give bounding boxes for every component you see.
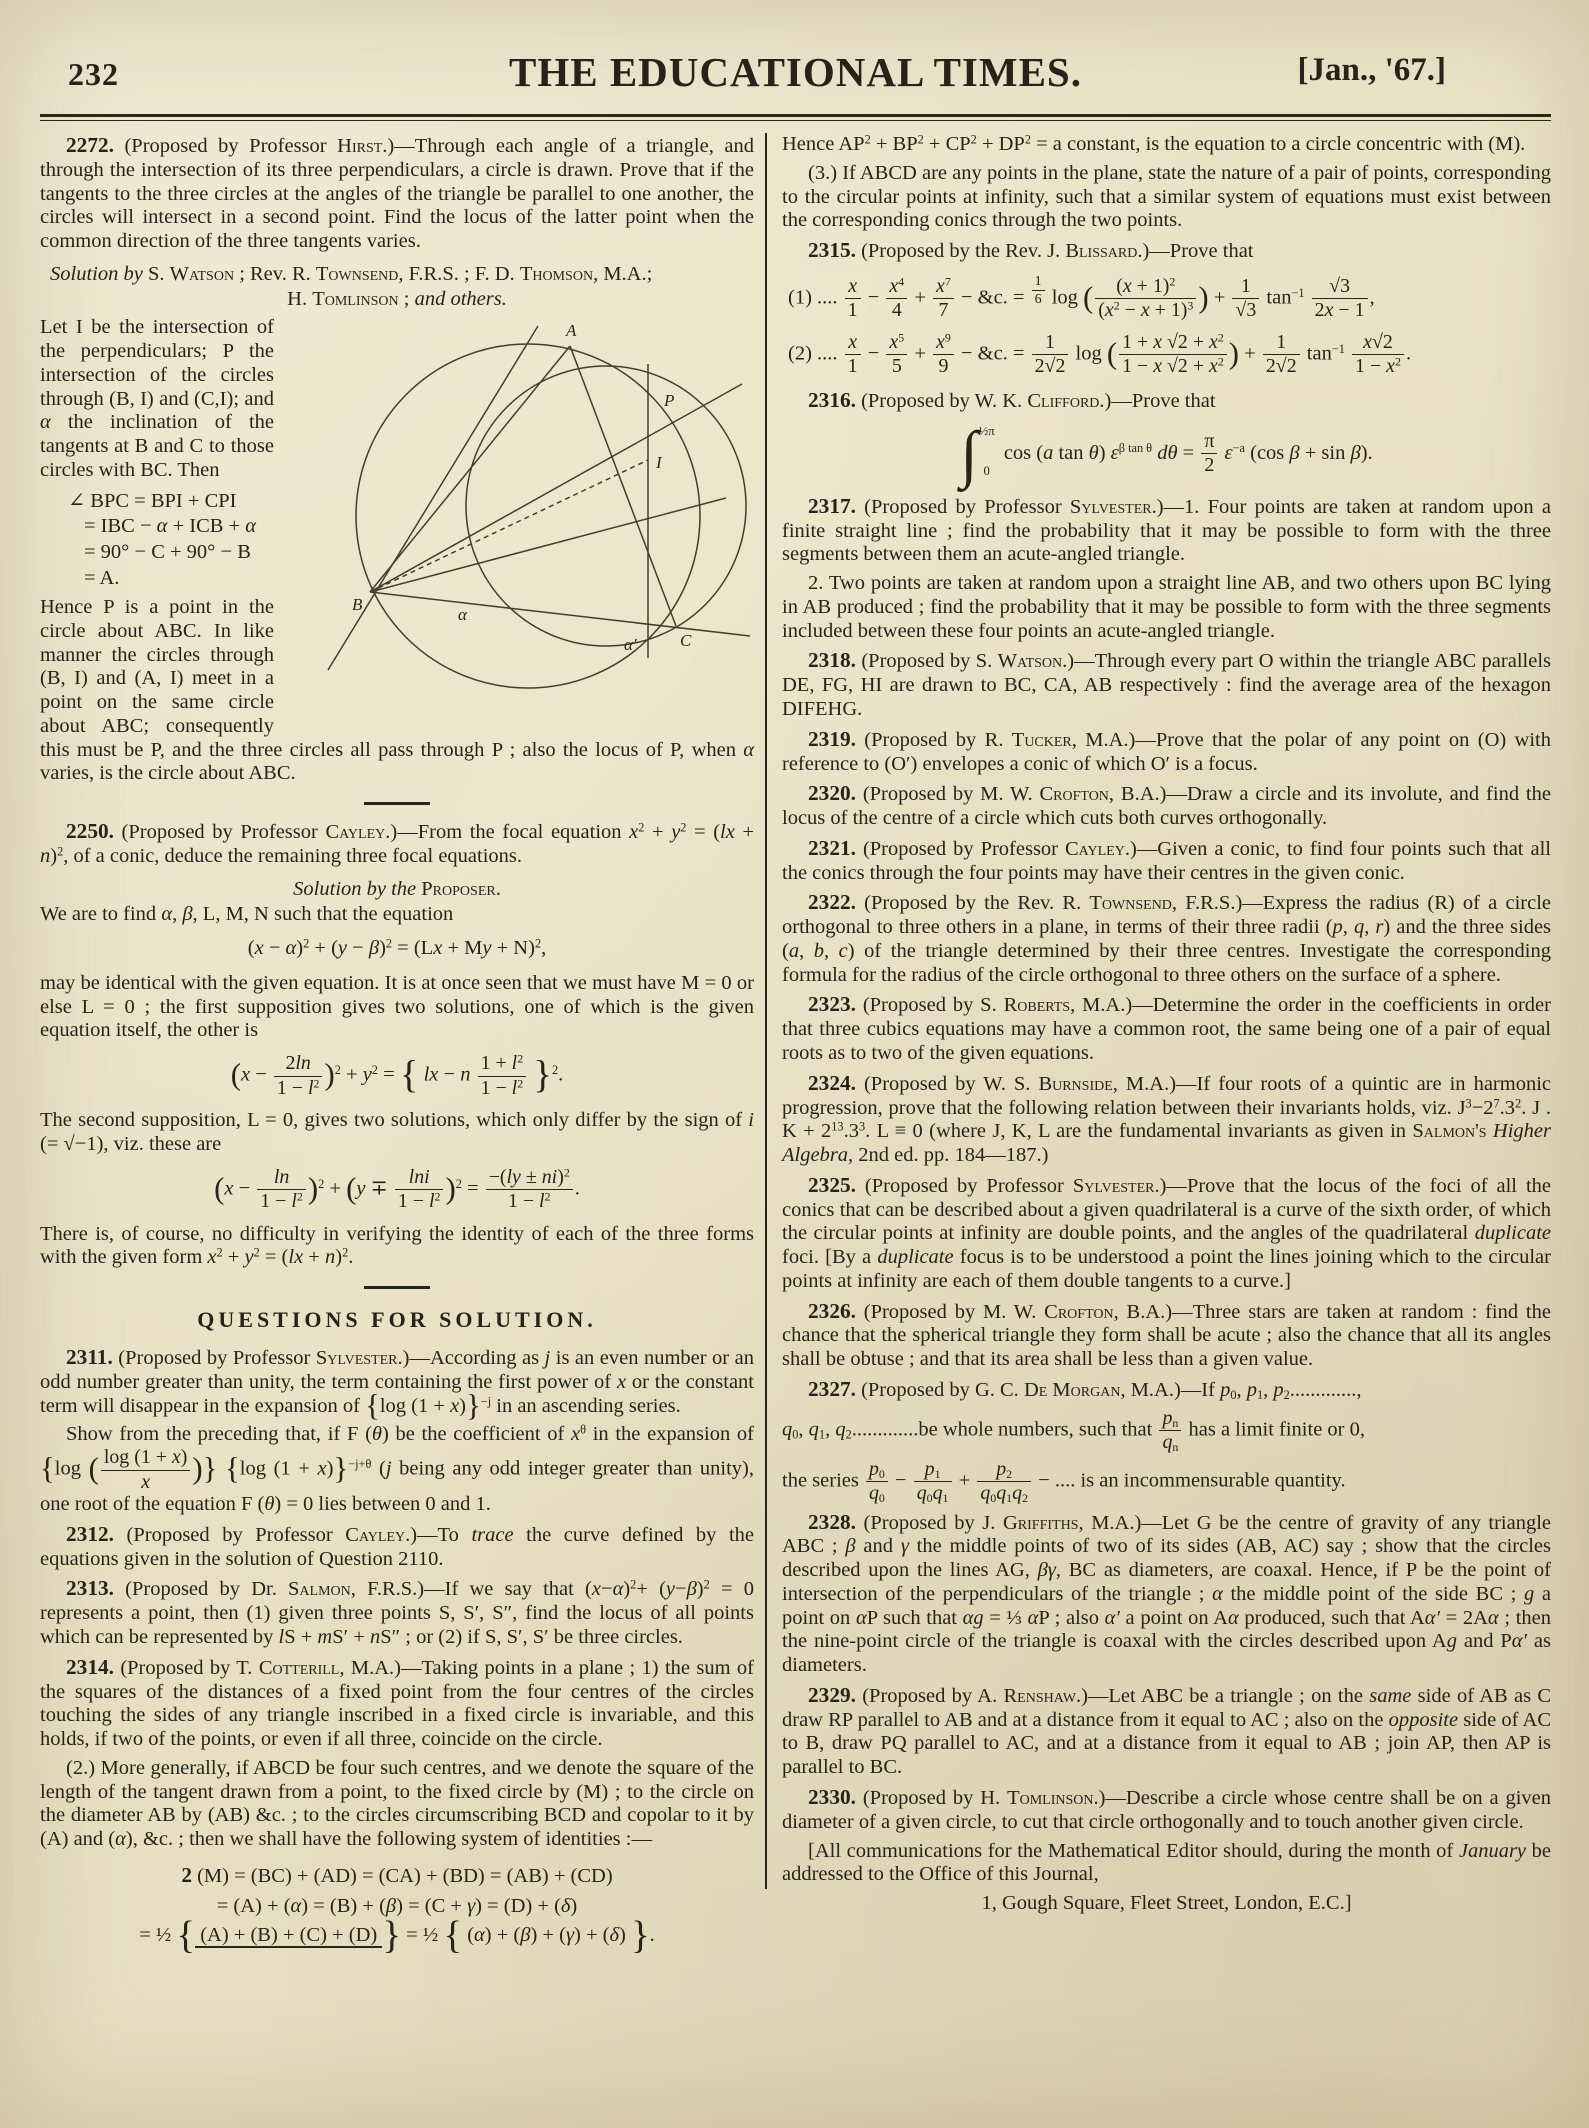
question-2250-text: 2250. (Proposed by Professor Cayley.)—From the focal equation $x^2 + y^2 = (lx + n)^2$, of a conic, deduce the remaining three focal equations. [40, 819, 755, 867]
secondary-circle [466, 366, 746, 646]
continuation-2314-text-3: (3.) If ABCD are any points in the plane, state the nature of a pair of points, corresponding to the circular points at infinity, such that a similar system of equations must exist between the corresponding conics through the two points. [782, 161, 1551, 232]
question-2320-text: 2320. (Proposed by M. W. Crofton, B.A.)—Draw a circle and its involute, and find the locus of the centre of a circle which cuts both curves orthogonally. [782, 781, 1551, 830]
question-2315-text: 2315. (Proposed by the Rev. J. Blissard.)—Prove that [808, 238, 1254, 263]
equation-2316-integral: ∫ ½π 0 cos (a tan θ) $\varepsilon^{\beta tan \theta}$ dθ = $\frac{\pi}{2}$ $\varepsilon^{-a}$ (cos β + sin β). [960, 417, 1373, 489]
figure-label-B: B [352, 595, 363, 615]
question-2313-text: 2313. (Proposed by Dr. Salmon, F.R.S.)—If we say that $(x-\alpha)^2+ (y-\beta)^2 = 0$ represents a point, then (1) given three points S, S′, S″, find the locus of all points which can be represented by lS + mS′ + nS″ ; or (2) if S, S′, S′ be three circles. [40, 1576, 754, 1648]
question-2327-text-3: the series $\frac{p_0}{q_0}$ − $\frac{p_1}{q_0q_1}$ + $\frac{p_2}{q_0q_1q_2}$ − .... is an incommensurable quantity. [782, 1457, 1346, 1506]
question-2312-text: 2312. (Proposed by Professor Cayley.)—To trace the curve defined by the equations given in the solution of Question 2110. [40, 1521, 754, 1570]
solution-2250-body-2: may be identical with the given equation. It is at once seen that we must have M = 0 or else L = 0 ; the first supposition gives two solutions, one of which is the given equation itself, the other is [40, 971, 754, 1042]
equation-line: = A. [84, 566, 120, 589]
editor-note-text: [All communications for the Mathematical Editor should, during the month of January be addressed to the Office of this Journal, [782, 1839, 1551, 1886]
continuation-2314-text: Hence $AP^2 + BP^2 + CP^2 + DP^2 = a$ constant, is the equation to a circle concentric with (M). [782, 132, 1526, 155]
equation-2315-2: (2) .... $\frac{x}{1}$ − $\frac{x^5}{5}$ + $\frac{x^9}{9}$ − &c. = $\frac{1}{2√2}$ log ( $\frac{1 + x √2 + x^2}{1 - x √2 + x^2}$ ) + $\frac{1}{2√2}$ $\tan^{-1}$ $\frac{x√2}{1 - x^2}$ . [788, 330, 1412, 378]
identity-line: = (A) + (α) = (B) + (β) = (C + γ) = (D) + (δ) [216, 1894, 578, 1917]
question-2325-text: 2325. (Proposed by Professor Sylvester.)—Prove that the locus of the foci of all the conics that can be described about a given quadrilateral is a curve of the sixth order, of which the circular points at infinity are double points, and the angles of the quadrilateral duplicate foci. [By a duplicate focus is to be understood a point the lines joining which to the circular points at infinity are each of them double tangents to a curve.] [782, 1172, 1551, 1292]
figure-label-A: A [566, 321, 577, 341]
figure-label-alpha: α [458, 605, 467, 625]
question-2322-text: 2322. (Proposed by the Rev. R. Townsend, F.R.S.)—Express the radius (R) of a circle orthogonal to three others in a plane, in terms of their three radii (p, q, r) and the three sides (a, b, c) of the triangle determined by their three centres. Investigate the corresponding formula for the radius of the circle orthogonal to three others on the surface of a sphere. [782, 890, 1552, 986]
question-2314-text: 2314. (Proposed by T. Cotterill, M.A.)—Taking points in a plane ; 1) the sum of the squares of the distances of a fixed point from the four centres of the circles touching the sides of any triangle inscribed in a fixed circle is invariable, and this holds, if two of the points, or even if all three, coincide on the circle. [40, 1654, 755, 1751]
left-column [40, 133, 754, 1959]
figure-label-I: I [656, 453, 662, 473]
figure-label-P: P [664, 391, 675, 411]
question-2314-text-2: (2.) More generally, if ABCD be four such centres, and we denote the square of the length of the tangent drawn from a point, to the fixed circle by (M) ; to the circle on the diameter AB by (AB) &c. ; to the circles circumscribing BCD and copolar to it by (A) and (α), &c. ; then we shall have the following system of identities :— [40, 1756, 754, 1851]
solution-byline-2: H. Tomlinson ; and others. [287, 287, 507, 310]
issue-date: [Jan., '67.] [1297, 52, 1446, 88]
question-2318-text: 2318. (Proposed by S. Watson.)—Through every part O within the triangle ABC parallels DE, FG, HI are drawn to BC, CA, AB respectively : find the average area of the hexagon DIFEHG. [782, 648, 1551, 721]
question-2323-text: 2323. (Proposed by S. Roberts, M.A.)—Determine the order in the coefficients in order that three cubics equations may have a common root, the same being one of a pair of equal roots as to two of the given equations. [782, 992, 1551, 1064]
figure-label-alpha-prime: α′ [624, 635, 637, 655]
equation-line: = IBC − α + ICB + α [84, 515, 256, 538]
two-column-layout [40, 121, 1551, 1959]
identity-line: 2 (M) = (BC) + (AD) = (CA) + (BD) = (AB) + (CD) [181, 1862, 613, 1887]
editor-address: 1, Gough Square, Fleet Street, London, E.C.] [981, 1892, 1352, 1915]
solution-2272-body-2: Hence P is a point in the circle about ABC. In like manner the circles through (B, I) and (A, I) meet in a point on the same circle about ABC; consequently this must be P, and the three circles all pass through P ; also the locus of P, when α varies, is the circle about ABC. [40, 596, 754, 785]
solution-byline-1: Solution by S. Watson ; Rev. R. Townsend, F.R.S. ; F. D. Thomson, M.A.; [50, 262, 653, 285]
equation-focal-second: (x − $\frac{2\ln}{1 - l^2}$ )$^2 + y^2$ = { lx − n $\frac{1 + l^2}{1 - l^2}$ }$^2$. [230, 1051, 564, 1099]
section-divider [364, 1286, 430, 1289]
question-2316-text: 2316. (Proposed by W. K. Clifford.)—Prove that [808, 387, 1216, 412]
figure-label-C: C [680, 631, 692, 651]
identity-line: = ½ { (A) + (B) + (C) + (D) } = ½ { (α) + (β) + (γ) + (δ) }. [139, 1914, 655, 1958]
page-header [40, 46, 1551, 108]
question-2272-text: 2272. (Proposed by Professor Hirst.)—Through each angle of a triangle, and through the intersection of its three perpendiculars, a circle is drawn. Prove that if the tangents to the three circles at the angles of the triangle be parallel to one another, the circles will intersect in a second point. Find the locus of the latter point when the common direction of the three tangents varies. [40, 133, 754, 253]
equation-line: = 90° − C + 90° − B [84, 540, 251, 563]
solution-2250-body-4: There is, of course, no difficulty in verifying the identity of each of the three forms with the given form $x^2 + y^2 = (lx + n)^2$. [40, 1222, 754, 1269]
equation-focal-imaginary: (x − $\frac{\ln}{1 - l^2}$ )$^2$ + (y ∓ $\frac{\ln i}{1 - l^2}$ )$^2$ = $\frac{-(ly \pm ni)^2}{1 - l^2}$ . [214, 1165, 580, 1213]
equation-2315-1: (1) .... $\frac{x}{1}$ − $\frac{x^4}{4}$ + $\frac{x^7}{7}$ − &c. = $\frac{1}{6}$ log ( $\frac{(x + 1)^2}{(x^2 - x + 1)^3}$ ) + $\frac{1}{√3}$ $\tan^{-1}$ $\frac{√3}{2x - 1}$ , [788, 273, 1375, 322]
question-2321-text: 2321. (Proposed by Professor Cayley.)—Given a conic, to find four points such that all the conics through the four points may have their centres in the given conic. [782, 835, 1551, 884]
equation-line: ∠ BPC = BPI + CPI [68, 489, 237, 512]
page-number: 232 [68, 56, 119, 92]
question-2311-text-2: Show from the preceding that, if F (θ) be the coefficient of $x^\theta$ in the expansion of {log ( $\frac{\log (1 + x)}{x}$ )} {log (1 + x)}$^{-j+\theta}$ (j being any odd integer greater than unity), one root of the equation F (θ) = 0 lies between 0 and 1. [40, 1422, 755, 1516]
solution-2272-body-1: Let I be the intersection of the perpendiculars; P the intersection of the circles through (B, I) and (C,I); and α the inclination of the tangents at B and C to those circles with BC. Then [40, 316, 274, 481]
question-2311-text: 2311. (Proposed by Professor Sylvester.)—According as j is an even number or an odd number greater than unity, the term containing the first power of x or the constant term will disappear in the expansion of {log (1 + x)}$^{-j}$ in an ascending series. [40, 1345, 754, 1423]
column-divider [765, 133, 767, 1889]
question-2317-text-2: 2. Two points are taken at random upon a straight line AB, and two others upon BC lying in AB produced ; find the probability that it may be possible to form with the three segments included between these four points an acute-angled triangle. [782, 572, 1551, 642]
identities-equations [40, 1860, 754, 1958]
question-2328-text: 2328. (Proposed by J. Griffiths, M.A.)—Let G be the centre of gravity of any triangle ABC ; β and γ the middle points of two of its sides (AB, AC) say ; show that the circles described upon the lines AG, βγ, BC as diameters, are coaxal. Hence, if P be the point of intersection of the perpendiculars of the triangle ; α the middle point of the side BC ; g a point on αP such that αg = ⅓ αP ; also α′ a point on Aα produced, such that Aα′ = 2Aα ; then the nine-point circle of the triangle is coaxal with the circles described upon Ag and Pα′ as diameters. [782, 1509, 1552, 1677]
header-rule-thick [40, 114, 1551, 117]
circle-diagram [280, 318, 754, 720]
section-divider [364, 802, 430, 805]
right-column [782, 133, 1551, 1959]
journal-title: THE EDUCATIONAL TIMES. [509, 49, 1082, 95]
question-2327-text: 2327. (Proposed by G. C. De Morgan, M.A.)—If $p_0$, $p_1$, $p_2$............., [808, 1376, 1362, 1402]
geometry-figure [280, 318, 754, 720]
questions-for-solution-heading: QUESTIONS FOR SOLUTION. [197, 1307, 597, 1333]
question-2329-text: 2329. (Proposed by A. Renshaw.)—Let ABC be a triangle ; on the same side of AB as C draw RP parallel to AB and at a distance from it equal to AC ; also on the opposite side of AC to B, draw PQ parallel to AC, and at a distance from it equal to AB ; join AP, then AP is parallel to BC. [782, 1682, 1551, 1779]
question-2330-text: 2330. (Proposed by H. Tomlinson.)—Describe a circle whose centre shall be on a given diameter of a given circle, to cut that circle orthogonally and to touch another given circle. [782, 1784, 1552, 1833]
question-2326-text: 2326. (Proposed by M. W. Crofton, B.A.)—Three stars are taken at random : find the chance that the spherical triangle they form shall be acute ; also the chance that all its angles shall be obtuse ; and that its area shall be less than a given value. [782, 1298, 1551, 1371]
equation-focal-general: $(x - \alpha)^2 + (y - \beta)^2 = (Lx + My + N)^2$, [247, 936, 547, 960]
question-2317-text: 2317. (Proposed by Professor Sylvester.)—1. Four points are taken at random upon a finite straight line ; find the probability that it may be possible to form with the three segments between them an acute-angled triangle. [782, 493, 1551, 566]
solution-2250-byline: Solution by the Proposer. [293, 877, 501, 900]
question-2324-text: 2324. (Proposed by W. S. Burnside, M.A.)—If four roots of a quintic are in harmonic progression, prove that the following relation between their invariants holds, viz. $J^3-2^7.3^2$. J . $K + 2^{13}.3^3$. L ≡ 0 (where J, K, L are the fundamental invariants as given in Salmon's Higher Algebra, 2nd ed. pp. 184—187.) [782, 1070, 1551, 1167]
solution-2250-body-3: The second supposition, L = 0, gives two solutions, which only differ by the sign of i (= √−1), viz. these are [40, 1109, 754, 1155]
question-2319-text: 2319. (Proposed by R. Tucker, M.A.)—Prove that the polar of any point on (O) with reference to (O′) envelopes a conic of which O′ is a focus. [782, 726, 1551, 775]
question-2327-text-2: $q_0$, $q_1$, $q_2.............be$ whole numbers, such that $\frac{p_n}{q_n}$ has a limit finite or 0, [782, 1406, 1365, 1455]
solution-2250-body-1: We are to find α, β, L, M, N such that the equation [40, 902, 454, 925]
